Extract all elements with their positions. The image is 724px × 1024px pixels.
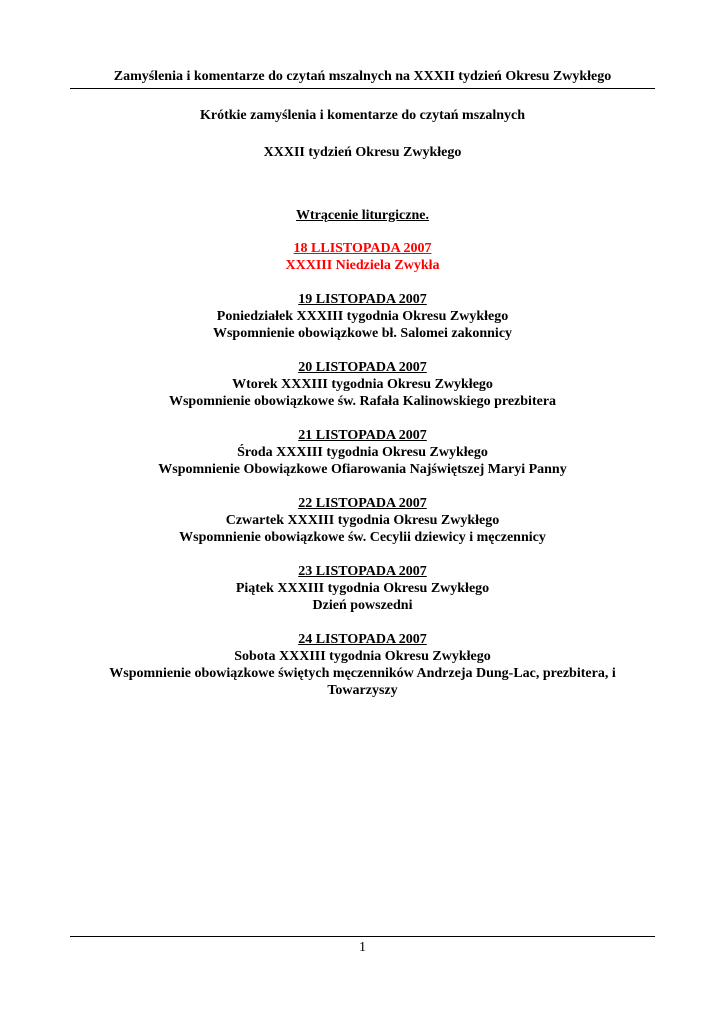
document-title: Krótkie zamyślenia i komentarze do czytań mszalnych: [199, 108, 526, 123]
entry-line: Wspomnienie obowiązkowe św. Rafała Kalinowskiego prezbitera: [168, 394, 557, 409]
entry-date: 21 LISTOPADA 2007: [298, 428, 427, 443]
liturgical-entry: [70, 427, 655, 478]
page-number: 1: [359, 940, 366, 955]
liturgical-entry: [70, 291, 655, 342]
entry-date: 19 LISTOPADA 2007: [298, 292, 427, 307]
entry-line: Piątek XXXIII tygodnia Okresu Zwykłego: [235, 581, 490, 596]
liturgical-entry: [70, 359, 655, 410]
entry-line: XXXIII Niedziela Zwykła: [285, 258, 440, 273]
liturgical-entry: [70, 563, 655, 614]
entry-line: Dzień powszedni: [312, 598, 413, 613]
entry-line: Czwartek XXXIII tygodnia Okresu Zwykłego: [225, 513, 500, 528]
entry-line: Wtorek XXXIII tygodnia Okresu Zwykłego: [232, 377, 493, 392]
entry-line: Poniedziałek XXXIII tygodnia Okresu Zwykłego: [216, 309, 509, 324]
entry-line: Wspomnienie Obowiązkowe Ofiarowania Najświętszej Maryi Panny: [158, 462, 567, 477]
entry-line: Wspomnienie obowiązkowe świętych męczenników Andrzeja Dung-Lac, prezbitera, i: [109, 666, 616, 681]
liturgical-entry: [70, 240, 655, 274]
liturgical-entry: [70, 495, 655, 546]
entry-date: 22 LISTOPADA 2007: [298, 496, 427, 511]
entry-date: 18 LLISTOPADA 2007: [293, 241, 432, 256]
entry-date: 20 LISTOPADA 2007: [298, 360, 427, 375]
liturgical-entries-list: [70, 240, 655, 716]
header-divider: [70, 88, 655, 89]
running-header: Zamyślenia i komentarze do czytań mszalnych na XXXII tydzień Okresu Zwykłego: [113, 69, 612, 84]
entry-date: 23 LISTOPADA 2007: [298, 564, 427, 579]
entry-line: Towarzyszy: [327, 683, 398, 698]
footer-divider: [70, 936, 655, 937]
section-label: Wtrącenie liturgiczne.: [296, 208, 429, 223]
entry-line: Sobota XXXIII tygodnia Okresu Zwykłego: [234, 649, 491, 664]
liturgical-entry: [70, 631, 655, 699]
week-title: XXXII tydzień Okresu Zwykłego: [263, 145, 462, 160]
entry-date: 24 LISTOPADA 2007: [298, 632, 427, 647]
entry-line: Środa XXXIII tygodnia Okresu Zwykłego: [237, 445, 488, 460]
entry-line: Wspomnienie obowiązkowe św. Cecylii dziewicy i męczennicy: [179, 530, 546, 545]
entry-line: Wspomnienie obowiązkowe bł. Salomei zakonnicy: [212, 326, 513, 341]
